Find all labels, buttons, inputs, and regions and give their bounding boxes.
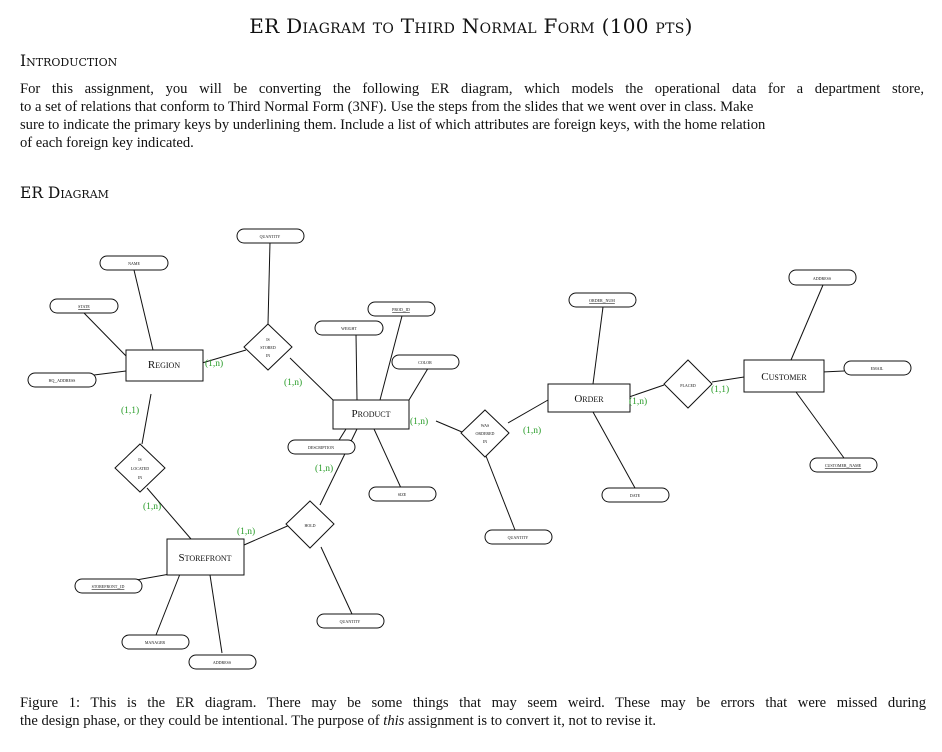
attr-label: size: [397, 492, 407, 498]
intro-line: of each foreign key indicated.: [20, 135, 194, 151]
rel-stored-word: in: [265, 353, 271, 359]
attr-label: manager: [144, 640, 166, 646]
cardinality-label: (1,n): [629, 397, 648, 407]
rel-hold-word: hold: [304, 523, 316, 529]
caption-text: assignment is to convert it, not to revise it.: [404, 713, 657, 729]
attr-label: color: [418, 360, 432, 366]
intro-line: sure to indicate the primary keys by underlining them. Include a list of which attributes are foreign keys, with the home relation: [20, 117, 766, 133]
cardinality-label: (1,n): [284, 378, 303, 388]
figure-caption: [20, 694, 926, 730]
intro-line: For this assignment, you will be converting the following ER diagram, which models the operational data for a department store,: [20, 81, 924, 97]
cardinality-label: (1,n): [315, 464, 334, 474]
er-diagram: [0, 222, 942, 682]
entity-storefront-label: Storefront: [178, 552, 232, 564]
attr-label-key: state: [78, 304, 90, 310]
cardinality-label: (1,n): [237, 527, 256, 537]
attr-label-key: order_num: [589, 298, 615, 304]
entity-customer-label: Customer: [761, 371, 807, 383]
page-title: ER Diagram to Third Normal Form (100 pts): [249, 14, 693, 38]
entity-order-label: Order: [574, 393, 604, 405]
rel-stored-word: is: [266, 337, 270, 343]
cardinality-label: (1,n): [205, 359, 224, 369]
intro-paragraph: [20, 80, 924, 152]
cardinality-label: (1,n): [523, 426, 542, 436]
rel-stored-word: stored: [260, 345, 276, 351]
attr-label: quantity: [259, 234, 281, 240]
caption-line: Figure 1: This is the ER diagram. There may be some things that may seem weird. These may be errors that were missed during: [20, 695, 926, 711]
attr-label-key: prod_id: [392, 307, 410, 313]
caption-emphasis: this: [383, 713, 405, 729]
attr-label: weight: [341, 326, 357, 332]
rel-located-word: located: [130, 466, 150, 472]
rel-placed-word: placed: [680, 383, 696, 389]
attr-label: quantity: [507, 535, 529, 541]
cardinality-label: (1,1): [121, 406, 140, 416]
rel-ordered-word: ordered: [475, 431, 495, 437]
rel-ordered-word: was: [480, 423, 490, 429]
rel-ordered-word: in: [482, 439, 488, 445]
caption-text: the design phase, or they could be intentional. The purpose of: [20, 713, 384, 729]
attr-label: name: [128, 261, 140, 267]
diagram-heading: ER Diagram: [20, 184, 109, 202]
attr-label: date: [629, 493, 641, 499]
attr-label: address: [212, 660, 232, 666]
attr-label-key: customer_name: [824, 463, 862, 469]
attr-label-key: storefront_id: [91, 584, 125, 590]
attr-label: address: [812, 276, 832, 282]
rel-located-word: is: [138, 457, 142, 463]
intro-line: to a set of relations that conform to Third Normal Form (3NF). Use the steps from the slides that we went over in class. Make: [20, 99, 754, 115]
cardinality-label: (1,n): [410, 417, 429, 427]
cardinality-label: (1,n): [143, 502, 162, 512]
rel-located-word: in: [137, 475, 143, 481]
attr-label: description: [307, 445, 335, 451]
caption-line: [20, 712, 926, 730]
attr-label: quantity: [339, 619, 361, 625]
entity-region-label: Region: [147, 359, 181, 371]
attr-label: email: [870, 366, 884, 372]
cardinality-label: (1,1): [711, 385, 730, 395]
intro-heading: Introduction: [20, 52, 118, 70]
entity-product-label: Product: [351, 408, 391, 420]
attr-label: hq_address: [48, 378, 76, 384]
